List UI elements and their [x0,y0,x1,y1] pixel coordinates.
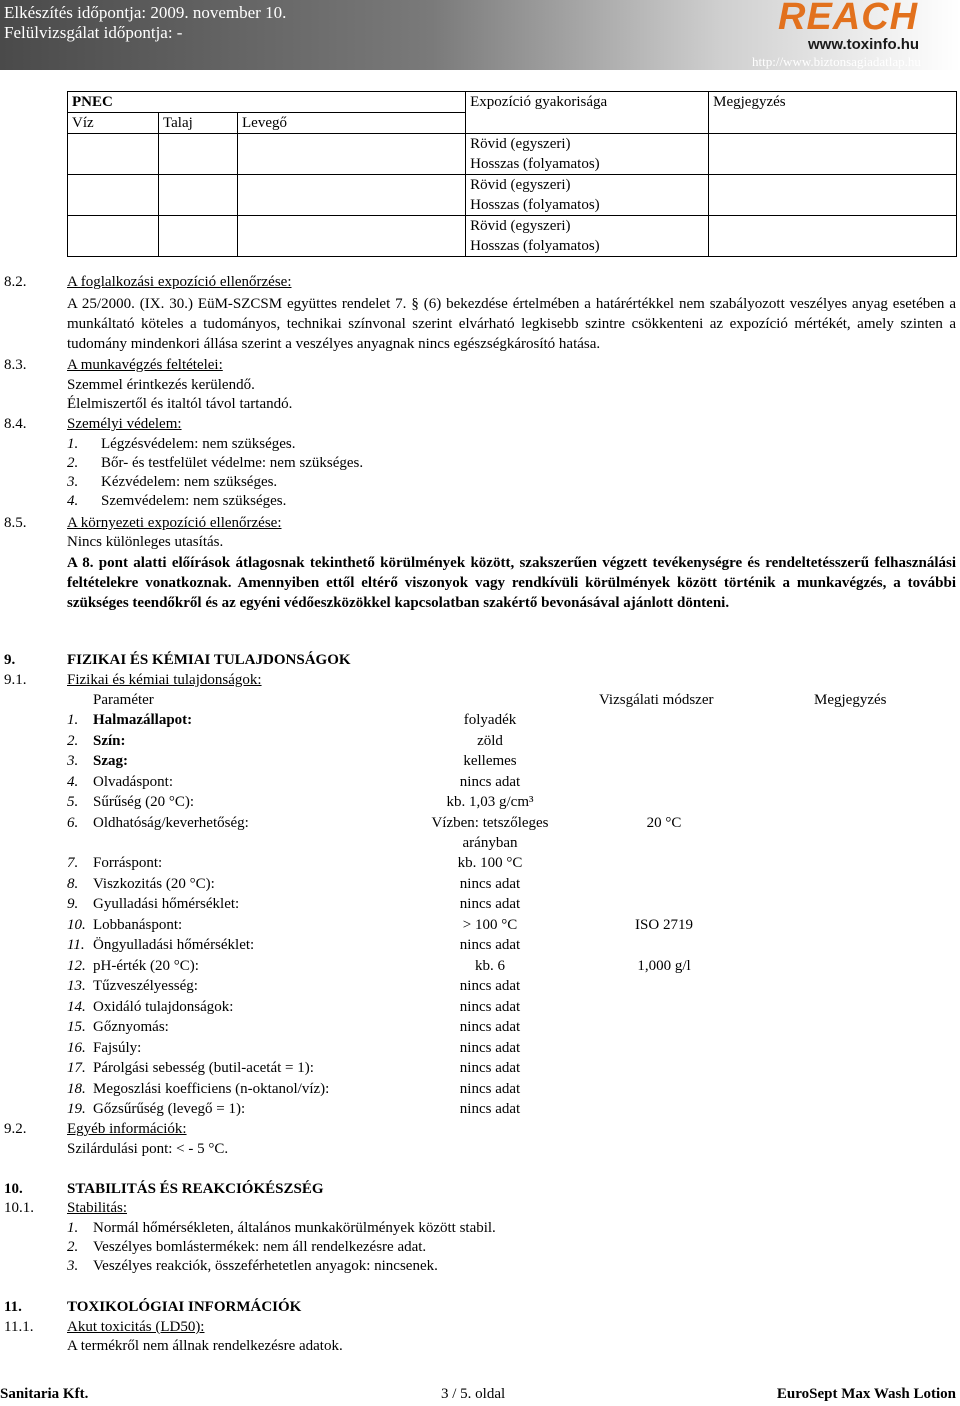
property-value: kb. 1,03 g/cm³ [446,794,534,810]
section-line: Szilárdulási pont: < - 5 °C. [67,1141,229,1157]
water-header: Víz [68,113,159,134]
property-number: 14. [67,998,86,1015]
section-text: A 25/2000. (IX. 30.) EüM-SZCSM együttes rendelet 7. § (6) bekezdése értelmében a határértékkel nem szabályozott veszélyes anyag esetében a munkáltató köteles a tudományos, technikai színvonal szerint elvárható legkisebb szintre csökkenteni az expozíció mértékét, amely szinten a tudomány mindenkori állása szerint a veszélyes anyagnak nincs egészségkárosító hatása. [67,296,956,352]
table-cell [159,175,238,216]
property-number: 5. [67,794,79,810]
section-number: 9. [4,652,16,668]
list-number: 2. [67,1239,79,1255]
property-number: 6. [67,814,79,831]
section-number: 10. [4,1181,23,1197]
table-cell [68,216,159,257]
property-value: nincs adat [459,1060,521,1076]
property-value-cont: arányban [462,834,518,851]
soil-header: Talaj [159,113,238,134]
list-item: Veszélyes bomlástermékek: nem áll rendelkezésre adat. [93,1239,427,1255]
property-name: Sűrűség (20 °C): [93,794,194,810]
table-cell [466,175,709,216]
property-value: kellemes [463,753,517,769]
section-title: Fizikai és kémiai tulajdonságok: [67,672,262,688]
property-name: Fajsúly: [93,1039,142,1056]
list-number: 3. [67,474,79,490]
exposure-value: Rövid (egyszeri) [470,136,571,152]
property-value: kb. 100 °C [457,855,523,871]
property-number: 13. [67,978,86,994]
table-cell [159,134,238,175]
property-name: Olvadáspont: [93,773,173,790]
footer-page-number: 3 / 5. oldal [441,1386,506,1402]
footer-product: EuroSept Max Wash Lotion [776,1386,956,1402]
header-review-date: Felülvizsgálat időpontja: - [4,23,183,42]
section-title: Egyéb információk: [67,1121,187,1137]
property-name: Megoszlási koefficiens (n-oktanol/víz): [93,1080,330,1097]
property-value: nincs adat [459,875,521,892]
table-cell [238,175,466,216]
section-number: 9.1. [4,672,27,688]
list-number: 4. [67,493,79,509]
property-number: 3. [67,753,79,769]
table-cell [68,134,159,175]
exposure-frequency-header: Expozíció gyakorisága [466,92,709,134]
section-number: 8.2. [4,274,27,290]
list-item: Bőr- és testfelület védelme: nem szükséges. [101,455,364,471]
list-item: Normál hőmérsékleten, általános munkakörülmények között stabil. [93,1220,496,1236]
property-number: 8. [67,875,79,892]
property-name: Szín: [93,732,126,749]
property-name: Tűzveszélyesség: [93,978,198,994]
table-cell [709,216,957,257]
property-method: ISO 2719 [635,916,693,933]
exposure-value: Rövid (egyszeri) [470,218,571,234]
air-header: Levegő [238,113,466,134]
logo-url: http://www.biztonsagiadatlap.hu [752,54,921,69]
bold-notice: A 8. pont alatti előírások átlagosnak tekinthető körülmények között, szakszerűen végzett tevékenységre és rendeltetésszerű felhasználási feltételekre vonatkoznak. Amennyiben ettől eltérő viszonyok vagy rendkívüli körülmények között történik a munkavégzés, a további szükséges teendőkről és az egyéni védőeszközökkel kapcsolatban szakértő bevonásával ajánlott dönteni. [67,555,956,611]
property-value: nincs adat [459,1080,521,1097]
property-value: > 100 °C [462,916,518,933]
section-heading: TOXIKOLÓGIAI INFORMÁCIÓK [67,1299,302,1315]
list-item: Szemvédelem: nem szükséges. [101,493,287,509]
table-cell [238,216,466,257]
table-cell [466,134,709,175]
section-title: Akut toxicitás (LD50): [67,1319,205,1335]
section-line: Élelmiszertől és italtól távol tartandó. [67,396,293,412]
section-title: Személyi védelem: [67,416,182,432]
section-number: 11. [4,1299,22,1315]
section-number: 11.1. [4,1319,34,1335]
reach-logo: REACH [778,0,919,38]
section-line: Nincs különleges utasítás. [67,534,224,550]
table-cell [709,175,957,216]
note-column-header: Megjegyzés [814,692,887,708]
property-number: 19. [67,1101,86,1117]
section-heading: FIZIKAI ÉS KÉMIAI TULAJDONSÁGOK [67,652,351,668]
property-name: Gőzsűrűség (levegő = 1): [93,1101,246,1117]
section-number: 8.4. [4,416,27,432]
pnec-table [67,91,957,257]
pnec-header: PNEC [68,92,466,113]
property-value: nincs adat [459,978,521,994]
property-number: 11. [67,937,85,953]
section-number: 8.5. [4,515,27,531]
list-item: Kézvédelem: nem szükséges. [101,474,278,490]
table-cell [709,134,957,175]
property-method: 20 °C [646,814,682,831]
exposure-value: Hosszas (folyamatos) [470,197,600,213]
property-number: 12. [67,957,86,974]
property-number: 7. [67,855,79,871]
property-name: Párolgási sebesség (butil-acetát = 1): [93,1060,314,1076]
footer-company: Sanitaria Kft. [0,1386,89,1402]
exposure-value: Hosszas (folyamatos) [470,156,600,172]
table-cell [466,216,709,257]
property-name: Gőznyomás: [93,1019,169,1035]
section-line: Szemmel érintkezés kerülendő. [67,377,255,393]
property-value: folyadék [463,712,517,728]
property-value: kb. 6 [475,957,505,974]
property-name: pH-érték (20 °C): [93,957,199,974]
property-number: 9. [67,896,79,912]
property-value: nincs adat [459,937,521,953]
property-number: 4. [67,773,79,790]
property-name: Forráspont: [93,855,163,871]
property-value: nincs adat [459,1039,521,1056]
property-method: 1,000 g/l [637,957,691,974]
section-title: A munkavégzés feltételei: [67,357,223,373]
exposure-value: Rövid (egyszeri) [470,177,571,193]
section-title: A környezeti expozíció ellenőrzése: [67,515,282,531]
section-title: Stabilitás: [67,1200,127,1216]
list-number: 1. [67,1220,79,1236]
property-name: Öngyulladási hőmérséklet: [93,937,255,953]
section-number: 9.2. [4,1121,27,1137]
table-cell [238,134,466,175]
property-number: 1. [67,712,79,728]
property-value: nincs adat [459,998,521,1015]
table-cell [68,175,159,216]
logo-site: www.toxinfo.hu [808,36,920,53]
property-name: Halmazállapot: [93,712,193,728]
remark-header: Megjegyzés [709,92,957,134]
property-value: Vízben: tetszőleges [431,814,549,831]
section-title: A foglalkozási expozíció ellenőrzése: [67,274,292,290]
property-value: nincs adat [459,896,521,912]
property-number: 10. [67,916,86,933]
property-name: Szag: [93,753,128,769]
property-number: 17. [67,1060,86,1076]
section-number: 8.3. [4,357,27,373]
property-name: Lobbanáspont: [93,916,183,933]
section-heading: STABILITÁS ÉS REAKCIÓKÉSZSÉG [67,1181,324,1197]
property-number: 2. [67,732,79,749]
exposure-value: Hosszas (folyamatos) [470,238,600,254]
list-number: 2. [67,455,79,471]
method-column-header: Vizsgálati módszer [599,692,714,708]
list-item: Veszélyes reakciók, összeférhetetlen anyagok: nincsenek. [93,1258,438,1274]
property-value: nincs adat [459,1101,521,1117]
property-name: Oxidáló tulajdonságok: [93,998,234,1015]
list-number: 3. [67,1258,79,1274]
list-number: 1. [67,436,79,452]
property-value: zöld [477,732,503,749]
property-value: nincs adat [459,1019,521,1035]
table-cell [159,216,238,257]
property-value: nincs adat [459,773,521,790]
property-number: 16. [67,1039,86,1056]
header-date-created: Elkészítés időpontja: 2009. november 10. [4,3,287,22]
property-number: 15. [67,1019,86,1035]
property-name: Gyulladási hőmérséklet: [93,896,240,912]
section-line: A termékről nem állnak rendelkezésre adatok. [67,1338,343,1354]
param-column-header: Paraméter [93,692,154,708]
section-number: 10.1. [4,1200,34,1216]
list-item: Légzésvédelem: nem szükséges. [101,436,296,452]
property-name: Oldhatóság/keverhetőség: [93,814,249,831]
property-number: 18. [67,1080,86,1097]
property-name: Viszkozitás (20 °C): [93,875,215,892]
